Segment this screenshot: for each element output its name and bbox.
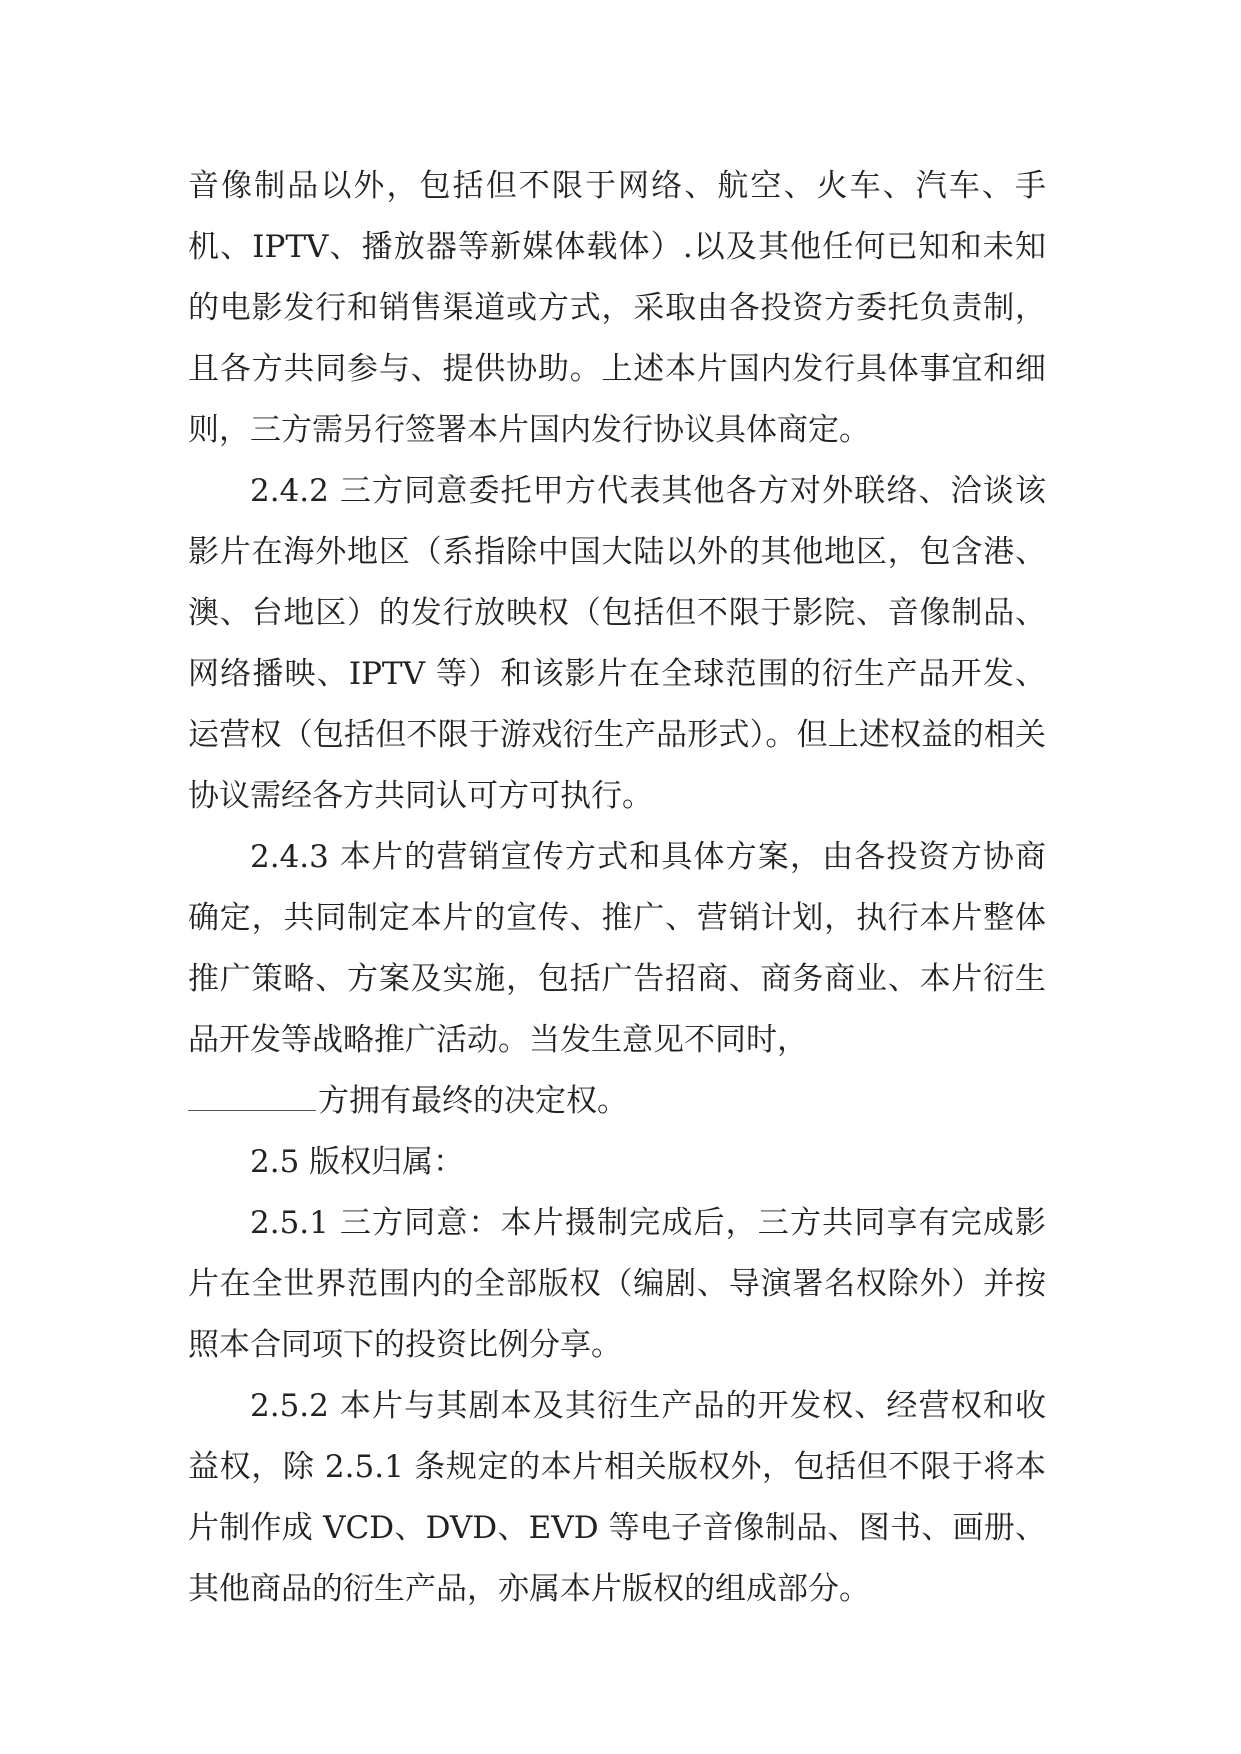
paragraph-2-4-2: 2.4.2 三方同意委托甲方代表其他各方对外联络、洽谈该影片在海外地区（系指除中国大陆以外的其他地区，包含港、澳、台地区）的发行放映权（包括但不限于影院、音像制品、网络播映、IPTV 等）和该影片在全球范围的衍生产品开发、运营权（包括但不限于游戏衍生产品形式）。但上述权益的相关协议需经各方共同认可方可执行。 <box>188 473 1046 814</box>
paragraph-2-5-2: 2.5.2 本片与其剧本及其衍生产品的开发权、经营权和收益权，除 2.5.1 条规定的本片相关版权外，包括但不限于将本片制作成 VCD、DVD、EVD 等电子音像制品、图书、画册、其他商品的衍生产品，亦属本片版权的组成部分。 <box>188 1388 1046 1607</box>
paragraph-2-4-3: 2.4.3 本片的营销宣传方式和具体方案，由各投资方协商确定，共同制定本片的宣传、推广、营销计划，执行本片整体推广策略、方案及实施，包括广告招商、商务商业、本片衍生品开发等战略推广活动。当发生意见不同时， <box>188 839 1046 1058</box>
paragraph-distribution-channels: 音像制品以外，包括但不限于网络、航空、火车、汽车、手机、IPTV、播放器等新媒体载体）.以及其他任何已知和未知的电影发行和销售渠道或方式，采取由各投资方委托负责制，且各方共同参与、提供协助。上述本片国内发行具体事宜和细则，三方需另行签署本片国内发行协议具体商定。 <box>188 168 1046 448</box>
decision-right-text: 方拥有最终的决定权。 <box>318 1083 628 1119</box>
paragraph-decision-right <box>188 1071 1046 1132</box>
document-body <box>188 156 1046 1620</box>
blank-underline <box>188 1080 316 1111</box>
section-heading-2-5: 2.5 版权归属： <box>250 1144 465 1180</box>
paragraph-2-5-1: 2.5.1 三方同意：本片摄制完成后，三方共同享有完成影片在全世界范围内的全部版权（编剧、导演署名权除外）并按照本合同项下的投资比例分享。 <box>188 1205 1046 1363</box>
